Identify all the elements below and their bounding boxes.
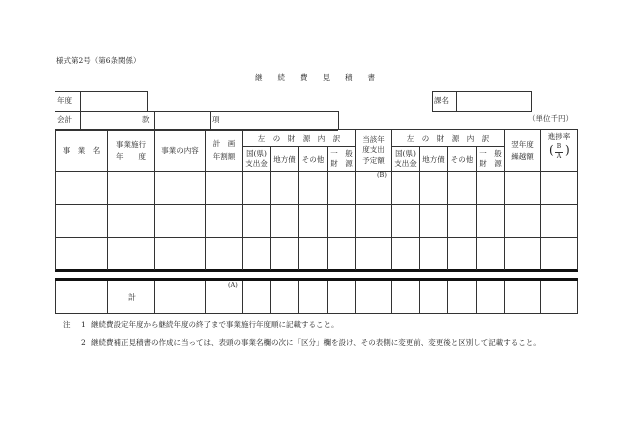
header-project-name: 事 業 名 <box>62 146 101 155</box>
account-label: 会計 <box>57 115 72 124</box>
header-bond-left: 地方債 <box>273 154 296 164</box>
notes-prefix: 注 <box>63 320 71 329</box>
section-label: 課名 <box>434 96 449 105</box>
kan-label: 款 <box>142 115 150 124</box>
kan-input[interactable] <box>155 112 210 129</box>
header-content: 事業の内容 <box>161 146 199 155</box>
header-progress-rate: 進捗率 ( ) B A <box>547 132 571 160</box>
mark-b: (B) <box>377 171 387 179</box>
document-title: 継 続 費 見 積 書 <box>255 73 375 82</box>
form-number: 様式第2号（第6条関係） <box>56 56 141 65</box>
note-2-number: 2 <box>81 338 86 347</box>
note-2: 継続費補正見積書の作成に当っては、表頭の事業名欄の次に「区分」欄を設け、その表側に変更前、変更後と区別して記載すること。 <box>91 338 541 347</box>
header-current-year: 当該年 度支出 予定額 <box>362 135 385 165</box>
note-1: 継続費設定年度から継続年度の終了まで事業施行年度順に記載すること。 <box>91 320 339 329</box>
header-funds-right: 左 の 財 源 内 訳 <box>406 133 490 143</box>
account-input[interactable] <box>81 112 154 129</box>
header-other-right: その他 <box>450 154 474 164</box>
header-other-left: その他 <box>301 154 325 164</box>
header-bond-right: 地方債 <box>422 154 445 164</box>
kou-input[interactable] <box>222 112 338 129</box>
header-exec-year: 事業施行 年 度 <box>116 140 146 161</box>
header-gov-right: 国(県) 支出金 <box>394 149 417 168</box>
header-general-right: 一 般 財 源 <box>479 149 502 168</box>
header-funds-left: 左 の 財 源 内 訳 <box>257 133 341 143</box>
unit-label: （単位千円） <box>528 114 573 123</box>
kou-label: 項 <box>212 115 220 124</box>
mark-a: (A) <box>228 281 238 289</box>
year-label: 年度 <box>57 96 72 105</box>
header-carryover: 翌年度 繰越額 <box>511 140 534 161</box>
header-gov-left: 国(県) 支出金 <box>245 149 268 168</box>
header-general-left: 一 般 財 源 <box>330 149 353 168</box>
note-1-number: 1 <box>81 320 86 329</box>
header-plan-amount: 計 画 年割額 <box>212 138 236 161</box>
total-label: 計 <box>128 293 136 302</box>
